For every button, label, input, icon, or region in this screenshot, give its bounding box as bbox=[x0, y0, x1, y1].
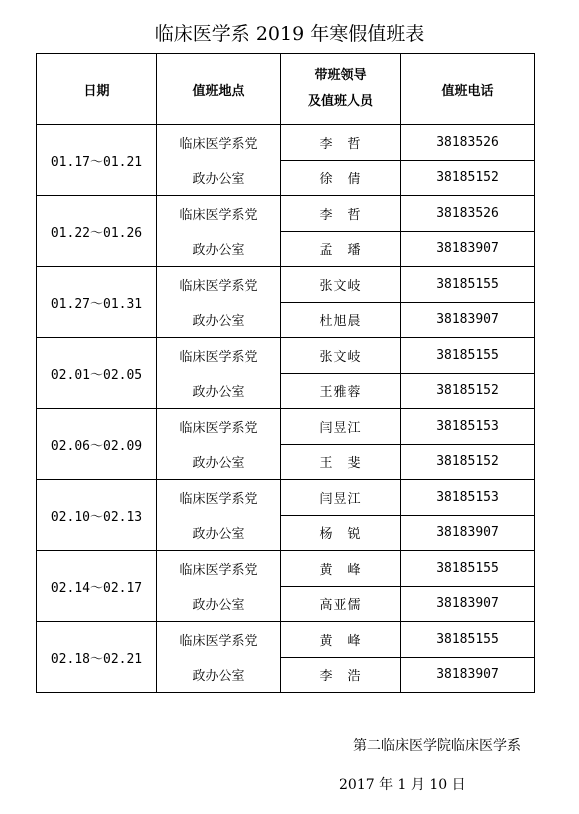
table-row bbox=[37, 267, 535, 303]
table-row bbox=[37, 622, 535, 658]
location-line2-cell: 政办公室 bbox=[157, 586, 281, 622]
phone-cell: 38185155 bbox=[401, 551, 535, 587]
location-line1-cell: 临床医学系党 bbox=[157, 125, 281, 161]
phone-cell: 38183907 bbox=[401, 657, 535, 693]
table-row bbox=[37, 480, 535, 516]
phone-cell: 38183907 bbox=[401, 302, 535, 338]
person-name-cell: 杜旭晨 bbox=[281, 302, 401, 338]
location-line2-cell: 政办公室 bbox=[157, 515, 281, 551]
phone-cell: 38185155 bbox=[401, 338, 535, 374]
location-line1-cell: 临床医学系党 bbox=[157, 480, 281, 516]
table-row bbox=[37, 196, 535, 232]
header-date: 日期 bbox=[37, 54, 157, 125]
phone-cell: 38183907 bbox=[401, 586, 535, 622]
date-range-cell: 01.27～01.31 bbox=[37, 267, 157, 338]
phone-cell: 38183526 bbox=[401, 196, 535, 232]
phone-cell: 38183907 bbox=[401, 515, 535, 551]
location-line1-cell: 临床医学系党 bbox=[157, 551, 281, 587]
date-range-cell: 01.17～01.21 bbox=[37, 125, 157, 196]
person-name-cell: 杨 锐 bbox=[281, 515, 401, 551]
location-line2-cell: 政办公室 bbox=[157, 657, 281, 693]
location-line2-cell: 政办公室 bbox=[157, 160, 281, 196]
table-row bbox=[37, 409, 535, 445]
location-line1-cell: 临床医学系党 bbox=[157, 338, 281, 374]
header-leader bbox=[281, 54, 401, 125]
person-name-cell: 李 哲 bbox=[281, 196, 401, 232]
header-leader-line1: 带班领导 bbox=[314, 68, 367, 83]
phone-cell: 38183526 bbox=[401, 125, 535, 161]
location-line2-cell: 政办公室 bbox=[157, 373, 281, 409]
date-range-cell: 02.10～02.13 bbox=[37, 480, 157, 551]
person-name-cell: 黄 峰 bbox=[281, 622, 401, 658]
phone-cell: 38185152 bbox=[401, 444, 535, 480]
person-name-cell: 王雅蓉 bbox=[281, 373, 401, 409]
person-name-cell: 李 浩 bbox=[281, 657, 401, 693]
phone-cell: 38185155 bbox=[401, 622, 535, 658]
person-name-cell: 徐 倩 bbox=[281, 160, 401, 196]
phone-cell: 38185152 bbox=[401, 373, 535, 409]
date-range-cell: 02.06～02.09 bbox=[37, 409, 157, 480]
person-name-cell: 黄 峰 bbox=[281, 551, 401, 587]
table-header-row bbox=[37, 54, 535, 125]
person-name-cell: 闫昱江 bbox=[281, 409, 401, 445]
header-phone: 值班电话 bbox=[401, 54, 535, 125]
date-range-cell: 01.22～01.26 bbox=[37, 196, 157, 267]
location-line2-cell: 政办公室 bbox=[157, 302, 281, 338]
header-location: 值班地点 bbox=[157, 54, 281, 125]
person-name-cell: 张文岐 bbox=[281, 338, 401, 374]
phone-cell: 38185152 bbox=[401, 160, 535, 196]
phone-cell: 38185153 bbox=[401, 480, 535, 516]
person-name-cell: 高亚儒 bbox=[281, 586, 401, 622]
location-line1-cell: 临床医学系党 bbox=[157, 622, 281, 658]
person-name-cell: 王 斐 bbox=[281, 444, 401, 480]
location-line1-cell: 临床医学系党 bbox=[157, 196, 281, 232]
signature: 第二临床医学院临床医学系 bbox=[353, 738, 521, 754]
person-name-cell: 闫昱江 bbox=[281, 480, 401, 516]
header-leader-line2: 及值班人员 bbox=[307, 94, 373, 109]
table-row bbox=[37, 338, 535, 374]
signature-date: 2017 年 1 月 10 日 bbox=[339, 777, 466, 793]
phone-cell: 38183907 bbox=[401, 231, 535, 267]
person-name-cell: 孟 璠 bbox=[281, 231, 401, 267]
person-name-cell: 张文岐 bbox=[281, 267, 401, 303]
document-title: 临床医学系 2019 年寒假值班表 bbox=[154, 23, 425, 45]
date-range-cell: 02.14～02.17 bbox=[37, 551, 157, 622]
phone-cell: 38185155 bbox=[401, 267, 535, 303]
date-range-cell: 02.01～02.05 bbox=[37, 338, 157, 409]
phone-cell: 38185153 bbox=[401, 409, 535, 445]
duty-schedule-table bbox=[36, 53, 535, 693]
location-line1-cell: 临床医学系党 bbox=[157, 409, 281, 445]
person-name-cell: 李 哲 bbox=[281, 125, 401, 161]
location-line1-cell: 临床医学系党 bbox=[157, 267, 281, 303]
location-line2-cell: 政办公室 bbox=[157, 444, 281, 480]
location-line2-cell: 政办公室 bbox=[157, 231, 281, 267]
table-row bbox=[37, 125, 535, 161]
date-range-cell: 02.18～02.21 bbox=[37, 622, 157, 693]
table-row bbox=[37, 551, 535, 587]
